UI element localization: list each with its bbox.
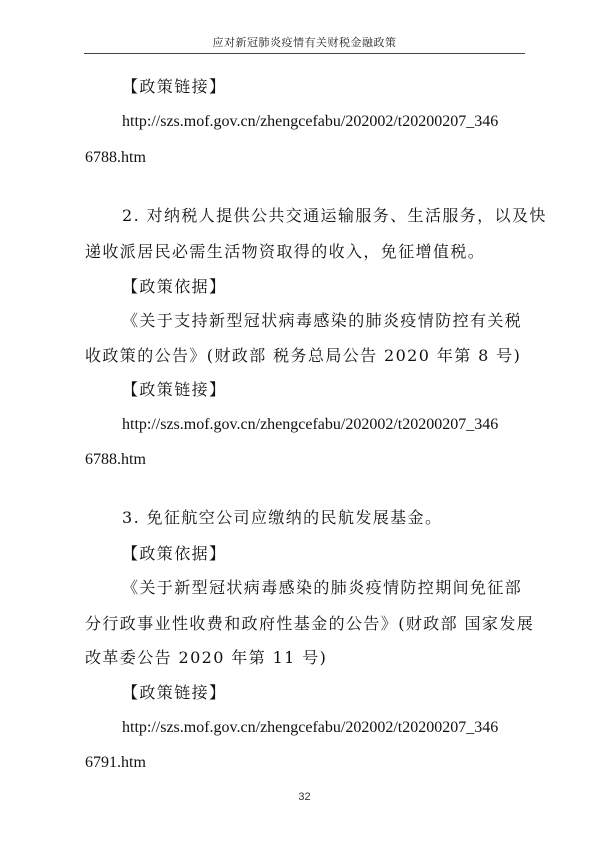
policy-link-label: 【政策链接】 <box>122 683 227 702</box>
policy-basis-label: 【政策依据】 <box>122 277 227 296</box>
page-number: 32 <box>298 791 311 803</box>
policy-basis-text: 《关于支持新型冠状病毒感染的肺炎疫情防控有关税 <box>122 311 523 330</box>
policy-link-url-continuation[interactable]: 6788.htm <box>85 149 146 166</box>
policy-item-heading: 3. 免征航空公司应缴纳的民航发展基金。 <box>122 508 443 527</box>
policy-item-heading: 2. 对纳税人提供公共交通运输服务、生活服务，以及快 <box>122 206 547 225</box>
policy-link-label: 【政策链接】 <box>122 380 227 399</box>
policy-basis-text-continuation: 分行政事业性收费和政府性基金的公告》(财政部 国家发展 <box>85 614 535 633</box>
policy-basis-label: 【政策依据】 <box>122 544 227 563</box>
policy-link-url-continuation[interactable]: 6788.htm <box>85 451 146 468</box>
policy-link-label: 【政策链接】 <box>122 77 227 96</box>
policy-basis-text-continuation: 收政策的公告》(财政部 税务总局公告 2020 年第 8 号) <box>85 346 522 365</box>
header-divider <box>84 53 525 54</box>
policy-link-url[interactable]: http://szs.mof.gov.cn/zhengcefabu/202002/t20200207_346 <box>122 113 499 130</box>
policy-basis-text-continuation: 改革委公告 2020 年第 11 号) <box>85 648 328 667</box>
policy-link-url-continuation[interactable]: 6791.htm <box>85 754 146 771</box>
policy-basis-text: 《关于新型冠状病毒感染的肺炎疫情防控期间免征部 <box>122 578 523 597</box>
policy-item-heading-continuation: 递收派居民必需生活物资取得的收入，免征增值税。 <box>85 242 486 261</box>
policy-link-url[interactable]: http://szs.mof.gov.cn/zhengcefabu/202002/t20200207_346 <box>122 719 499 736</box>
policy-link-url[interactable]: http://szs.mof.gov.cn/zhengcefabu/202002/t20200207_346 <box>122 416 499 433</box>
running-header-title: 应对新冠肺炎疫情有关财税金融政策 <box>212 36 397 49</box>
